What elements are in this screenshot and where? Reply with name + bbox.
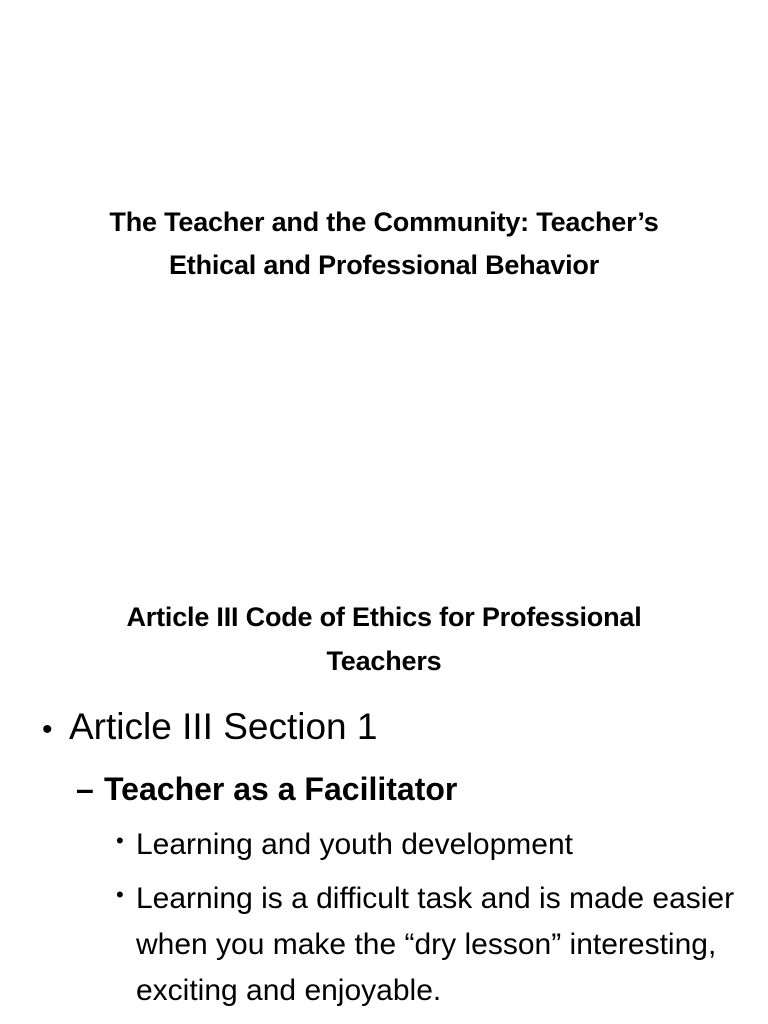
slide-2-title-line-1: Article III Code of Ethics for Professional (126, 602, 642, 632)
dash-icon: – (76, 771, 94, 807)
bullet-dot-icon: • (42, 713, 53, 746)
list-item (116, 876, 756, 1014)
list-item-text: Learning is a difficult task and is made easier when you make the “dry lesson” interesting, exciting and enjoyable. (136, 882, 735, 1007)
bullet-dot-icon: • (116, 828, 124, 853)
slide-1-title-line-1: The Teacher and the Community: Teacher’s (109, 207, 659, 237)
bullet-article-section-text: Article III Section 1 (69, 706, 378, 747)
slide-1-title (40, 201, 728, 287)
list-item-text: Learning and youth development (136, 828, 573, 861)
bullet-dot-icon: • (116, 882, 124, 907)
sub-bullet-teacher-facilitator (76, 769, 457, 809)
slide-2-title-line-2: Teachers (326, 646, 442, 676)
slide-2-title (40, 595, 728, 683)
slide-1-title-line-2: Ethical and Professional Behavior (168, 250, 600, 280)
sub-bullet-teacher-facilitator-text: Teacher as a Facilitator (104, 771, 458, 807)
bullet-article-section (42, 704, 377, 753)
list-item (116, 822, 756, 868)
slide-2 (0, 576, 768, 1024)
